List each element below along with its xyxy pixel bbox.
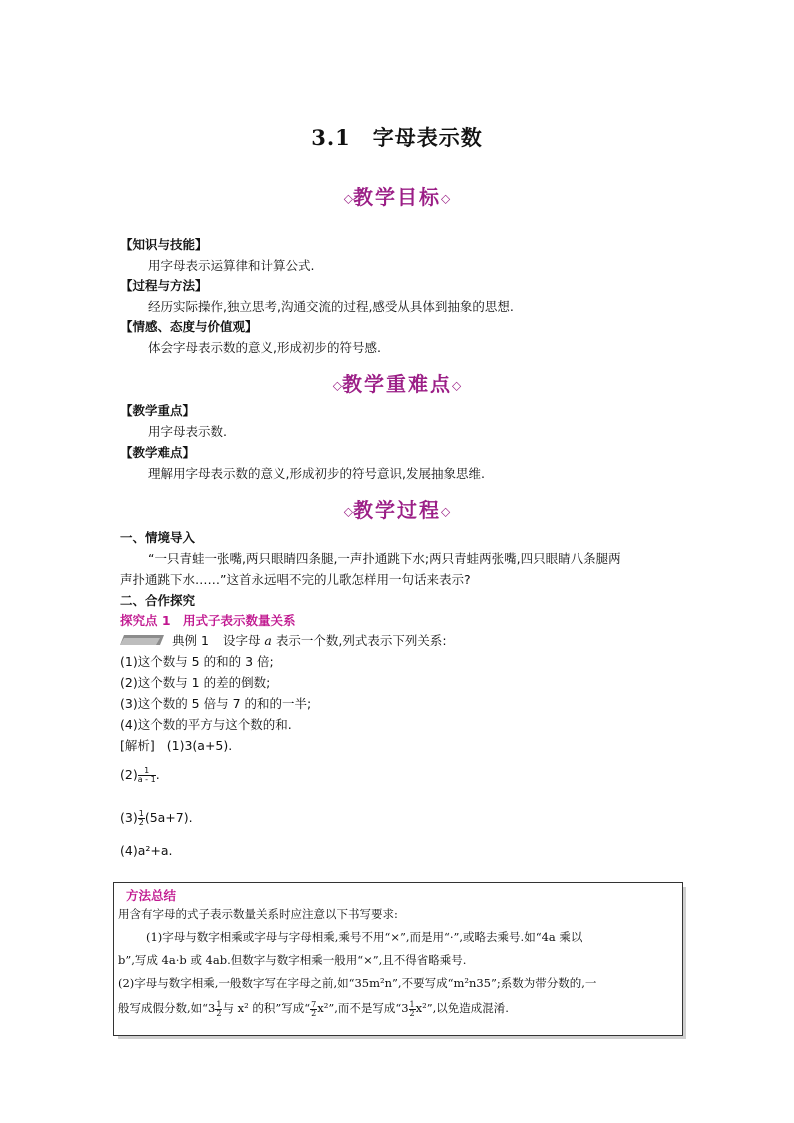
method-line-4: (2)字母与数字相乘,一般数字写在字母之前,如“35m²n”,不要写成“m²n35”;系数为带分数的,一 (118, 976, 597, 990)
part1-line1: “一只青蛙一张嘴,两只眼睛四条腿,一声扑通跳下水;两只青蛙两张嘴,四只眼睛八条腿两 (148, 551, 621, 566)
method-line-5d: x²”,以免造成混淆. (415, 1001, 509, 1015)
example-var: a (264, 633, 272, 648)
method-line-1: 用含有字母的式子表示数量关系时应注意以下书写要求: (118, 907, 398, 921)
analysis-line (120, 737, 232, 755)
method-heading: 【过程与方法】 (120, 278, 208, 293)
emotion-text: 体会字母表示数的意义,形成初步的符号感. (148, 340, 381, 355)
page-title: 3.1 字母表示数 (311, 125, 483, 150)
method-line-2: (1)字母与数字相乘或字母与字母相乘,乘号不用“×”,而是用“·”,或略去乘号.如“4a 乘以 (146, 930, 583, 944)
knowledge-text: 用字母表示运算律和计算公式. (148, 258, 315, 273)
fraction-denominator: 2 (409, 1008, 415, 1018)
fraction-denominator: 2 (311, 1008, 317, 1018)
question-3: (3)这个数的 5 倍与 7 的和的一半; (120, 696, 312, 711)
diamond-icon: ◇ (452, 378, 462, 393)
diamond-icon: ◇ (343, 504, 353, 519)
fraction-denominator: 2 (138, 818, 144, 827)
method-line-3: b”,写成 4a·b 或 4ab.但数字与数字相乘一般用“×”,且不得省略乘号. (118, 953, 467, 967)
section-goals-label: 教学目标 (353, 185, 441, 209)
difficult-heading: 【教学难点】 (120, 445, 196, 460)
method-box (113, 882, 683, 1036)
example-line (172, 632, 447, 650)
diamond-icon: ◇ (343, 191, 353, 206)
answer-2-suffix: . (155, 767, 160, 782)
fraction (138, 810, 145, 827)
question-2: (2)这个数与 1 的差的倒数; (120, 675, 271, 690)
focus-heading: 【教学重点】 (120, 403, 196, 418)
focus-text: 用字母表示数. (148, 424, 227, 439)
fraction-denominator: a - 1 (137, 775, 156, 784)
answer-1: (1)3(a+5). (166, 738, 233, 753)
fraction-numerator: 7 (311, 999, 317, 1009)
method-line-5c: x²”,而不是写成“3 (317, 1001, 409, 1015)
section-key-label: 教学重难点 (342, 372, 452, 396)
part1-line2: 声扑通跳下水……”这首永远唱不完的儿歌怎样用一句话来表示? (120, 572, 471, 587)
answer-4: (4)a²+a. (120, 843, 173, 858)
answer-3-suffix: (5a+7). (144, 810, 193, 825)
section-heading-goals (0, 181, 794, 210)
method-text: 经历实际操作,独立思考,沟通交流的过程,感受从具体到抽象的思想. (148, 299, 514, 314)
part2-heading: 二、合作探究 (120, 593, 196, 608)
diamond-icon: ◇ (441, 504, 451, 519)
analysis-label: [解析] (120, 738, 155, 753)
fraction-numerator: 1 (409, 999, 415, 1009)
diamond-icon: ◇ (441, 191, 451, 206)
fraction-numerator: 1 (138, 809, 144, 818)
fraction (409, 1001, 416, 1018)
answer-3 (120, 809, 193, 827)
diamond-icon: ◇ (332, 378, 342, 393)
emotion-heading: 【情感、态度与价值观】 (120, 319, 258, 334)
knowledge-heading: 【知识与技能】 (120, 237, 208, 252)
section-heading-process (0, 494, 794, 523)
question-4: (4)这个数的平方与这个数的和. (120, 717, 292, 732)
explore-heading: 探究点 1 用式子表示数量关系 (120, 613, 296, 628)
section-process-label: 教学过程 (353, 498, 441, 522)
example-text-a: 设字母 (222, 633, 265, 648)
example-text-b: 表示一个数,列式表示下列关系: (271, 633, 447, 648)
answer-3-prefix: (3) (120, 810, 138, 825)
example-label: 典例 1 (172, 633, 209, 648)
method-line-5 (118, 997, 509, 1020)
method-line-5b: 与 x² 的积”写成“ (222, 1001, 311, 1015)
method-line-5a: 般写成假分数,如“3 (118, 1001, 216, 1015)
example-tag-icon (120, 635, 164, 645)
difficult-text: 理解用字母表示数的意义,形成初步的符号意识,发展抽象思维. (148, 466, 485, 481)
part1-heading: 一、情境导入 (120, 530, 196, 545)
fraction (138, 767, 156, 784)
question-1: (1)这个数与 5 的和的 3 倍; (120, 654, 274, 669)
answer-2 (120, 766, 160, 784)
fraction-denominator: 2 (216, 1008, 222, 1018)
fraction-numerator: 1 (138, 767, 156, 776)
answer-2-prefix: (2) (120, 767, 138, 782)
method-heading-label: 方法总结 (126, 888, 177, 903)
fraction-numerator: 1 (216, 999, 222, 1009)
section-heading-key (0, 368, 794, 397)
